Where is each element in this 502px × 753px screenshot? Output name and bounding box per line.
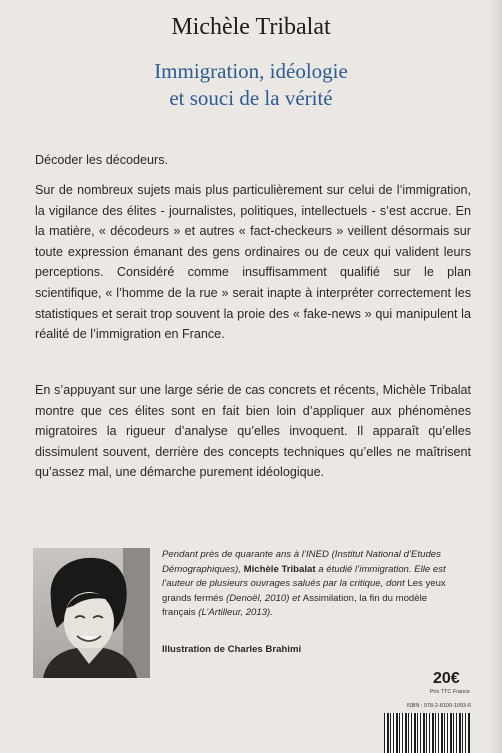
price-note: Prix TTC France bbox=[429, 689, 470, 695]
blurb-paragraph-1: Sur de nombreux sujets mais plus particulièrement sur celui de l’immigration, la vigilance des élites - journalistes, politiques, intellectuels - s’est accrue. En la matière, « décodeurs » et autres « fact-checkeurs » veillent désormais sur toute expression émanant des gens ordinaires ou de ceux qui valident leurs perceptions. Considéré comme insuffisamment qualifié sur le plan scientifique, « l’homme de la rue » serait inapte à interpréter correctement les statistiques et serait trop souvent la proie des « fake-news » qui manipulent la réalité de l’immigration en France. bbox=[35, 183, 471, 342]
author-portrait bbox=[33, 548, 150, 678]
price: 20€ bbox=[433, 670, 460, 687]
isbn: ISBN : 978-2-8100-1093-6 bbox=[406, 703, 471, 709]
bio-text-2: a étudié l’immigration. Elle est l’auteur de plusieurs ouvrages salués par la critique, dont bbox=[162, 563, 446, 590]
book-title-line-2: et souci de la vérité bbox=[169, 86, 333, 110]
author-bio bbox=[162, 548, 462, 621]
bio-text-1: Pendant près de quarante ans à l’INED (Institut National d’Etudes Démographiques), bbox=[162, 549, 441, 575]
bio-text-4: (L’Artilleur, 2013). bbox=[195, 607, 273, 619]
bio-text-3: (Denoël, 2010) et bbox=[223, 592, 303, 604]
bio-book-2: Assimilation, la fin du modèle français bbox=[162, 592, 428, 619]
illustration-credit: Illustration de Charles Brahimi bbox=[162, 644, 302, 655]
bio-author-name: Michèle Tribalat bbox=[243, 563, 316, 575]
blurb-paragraph-2: En s’appuyant sur une large série de cas concrets et récents, Michèle Tribalat montre que ces élites sont en fait bien loin d’appliquer aux phénomènes migratoires la rigueur d’analyse qu’elles invoquent. Il apparaît qu’elles dissimulent souvent, derrière des concepts techniques qu’elles ne maîtrisent qu’assez mal, une démarche purement idéologique. bbox=[35, 383, 471, 480]
edge-shadow bbox=[488, 0, 502, 753]
author-name: Michèle Tribalat bbox=[171, 14, 331, 40]
barcode-icon bbox=[384, 713, 470, 753]
bio-book-1: Les yeux grands fermés bbox=[162, 578, 446, 604]
book-title-line-1: Immigration, idéologie bbox=[154, 59, 348, 83]
blurb-lead: Décoder les décodeurs. bbox=[35, 153, 169, 167]
